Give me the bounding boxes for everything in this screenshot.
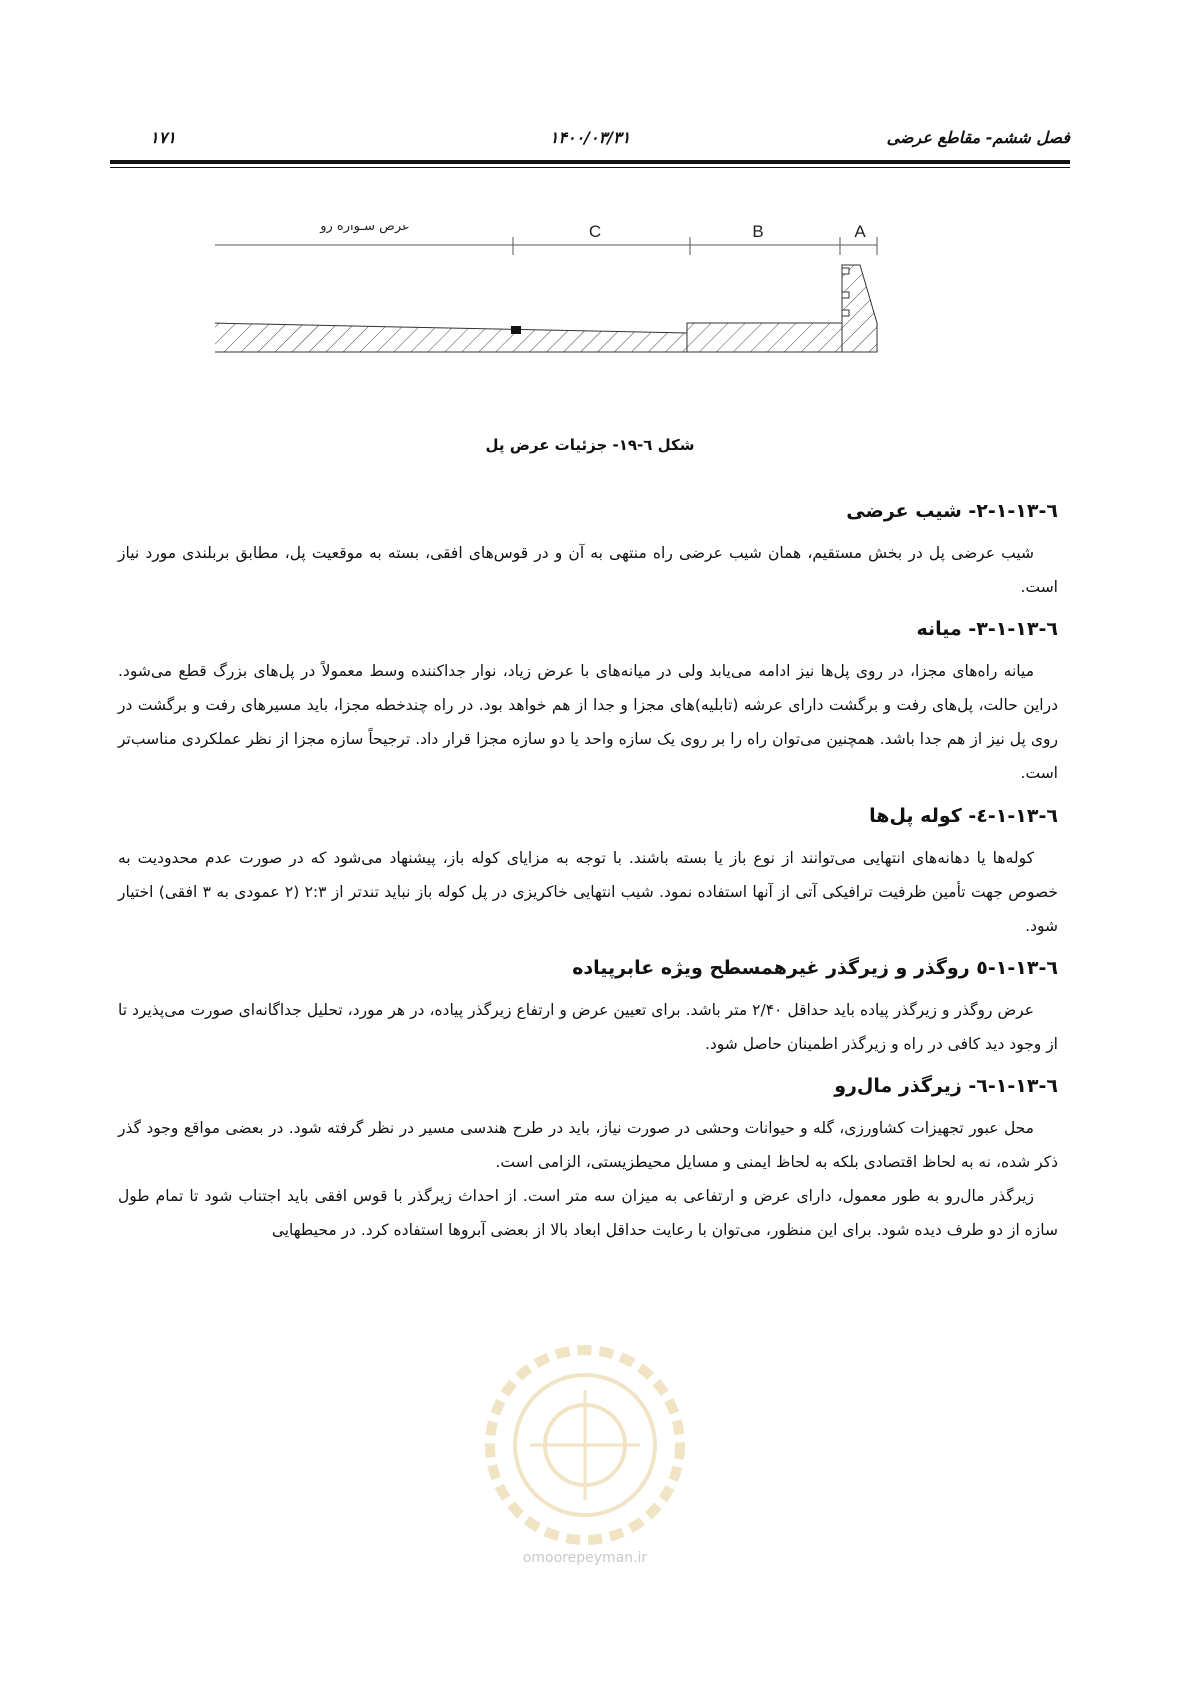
- paragraph: عرض روگذر و زیرگذر پیاده باید حداقل ۲/۴۰ متر باشد. برای تعیین عرض و ارتفاع زیرگذر پیاده، در هر مورد، تحلیل جداگانه‌ای صورت می‌پذیرد تا از وجود دید کافی در راه و زیرگذر اطمینان حاصل شود.: [118, 1000, 1058, 1053]
- railing-post: [842, 310, 849, 316]
- section-title: ٦-١٣-١-٥ روگذر و زیرگذر غیرهمسطح ویژه عابرپیاده: [572, 956, 1058, 979]
- bridge-cross-section-drawing: [215, 225, 965, 395]
- railing-post: [842, 268, 849, 274]
- watermark-text: omoorepeyman.ir: [522, 1550, 648, 1566]
- section-title: ٦-١٣-١-٢- شیب عرضی: [846, 500, 1058, 522]
- figure-caption: شکل ٦-١٩- جزئیات عرض پل: [485, 436, 695, 454]
- paragraph: شیب عرضی پل در بخش مستقیم، همان شیب عرضی راه منتهی به آن و در قوس‌های افقی، بسته به موقعیت پل، مطابق بربلندی مورد نیاز است.: [118, 544, 1058, 597]
- section-pedestrian-crossing: [118, 957, 1058, 1061]
- page-header: [110, 128, 1070, 154]
- section-abutments: [118, 805, 1058, 943]
- paragraph: محل عبور تجهیزات کشاورزی، گله و حیوانات وحشی در صورت نیاز، باید در طرح هندسی مسیر در نظر گرفته شود. در بعضی مواقع وجود گذر ذکر شده، نه به لحاظ اقتصادی بلکه به لحاظ ایمنی و مسایل محیطزیستی، الزامی است.: [118, 1119, 1058, 1172]
- railing-post: [842, 292, 849, 298]
- roadway-width-label: عرض سـواره رو: [320, 225, 410, 234]
- header-rule-thin: [110, 167, 1070, 168]
- chapter-title: فصل ششم- مقاطع عرضی: [886, 128, 1070, 147]
- gear-logo-icon: [470, 1330, 700, 1560]
- paragraph: زیرگذر مال‌رو به طور معمول، دارای عرض و ارتفاعی به میزان سه متر است. از احداث زیرگذر با قوس افقی باید اجتناب شود تا تمام طول سازه از دو طرف دیده شود. برای این منظور، می‌توان با رعایت حداقل ابعاد بالا از بعضی آبروها استفاده کرد. در محیطهایی: [118, 1187, 1058, 1240]
- section-animal-underpass: [118, 1075, 1058, 1247]
- label-a: A: [854, 225, 866, 241]
- lane-marker: [511, 326, 521, 334]
- section-title: ٦-١٣-١-٣- میانه: [916, 618, 1058, 641]
- watermark-logo: [470, 1330, 700, 1560]
- page-content: [118, 500, 1058, 1261]
- page-number: ۱۷۱: [150, 128, 176, 147]
- paragraph: کوله‌ها یا دهانه‌های انتهایی می‌توانند از نوع باز یا بسته باشند. با توجه به مزایای کوله باز، پیشنهاد می‌شود که در صورت عدم محدودیت به خصوص جهت تأمین ظرفیت ترافیکی آتی از آنها استفاده نمود. شیب انتهایی خاکریزی در پل کوله باز نباید تندتر از ۲:۳ (۲ عمودی به ۳ افقی) اختیار شود.: [118, 848, 1059, 935]
- section-median: [118, 618, 1058, 790]
- header-date: ۱۴۰۰/۰۳/۳۱: [549, 128, 631, 147]
- section-title: ٦-١٣-١-٤- کوله پل‌ها: [869, 804, 1058, 827]
- sidewalk-block: [687, 323, 842, 352]
- paragraph: میانه راه‌های مجزا، در روی پل‌ها نیز ادامه می‌یابد ولی در میانه‌های با عرض زیاد، نوار جداکننده وسط معمولاً در پل‌های بزرگ قطع می‌شود. دراین حالت، پل‌های رفت و برگشت دارای عرشه (تابلیه)های مجزا و جدا از هم خواهد بود. در راه چندخطه مجزا، باید مسیرهای رفت و برگشت در روی پل نیز از هم جدا باشد. همچنین می‌توان راه را بر روی یک سازه واحد یا دو سازه مجزا قرار داد. ترجیحاً سازه مجزا از نظر عملکردی مناسب‌تر است.: [118, 662, 1058, 783]
- header-rule-thick: [110, 160, 1070, 164]
- section-cross-slope: [118, 500, 1058, 604]
- bridge-width-figure: [215, 225, 965, 395]
- label-c: C: [588, 225, 602, 241]
- deck-slab: [215, 323, 687, 352]
- label-b: B: [752, 225, 764, 241]
- section-title: ٦-١٣-١-٦- زیرگذر مال‌رو: [834, 1075, 1058, 1098]
- barrier-block: [842, 265, 877, 352]
